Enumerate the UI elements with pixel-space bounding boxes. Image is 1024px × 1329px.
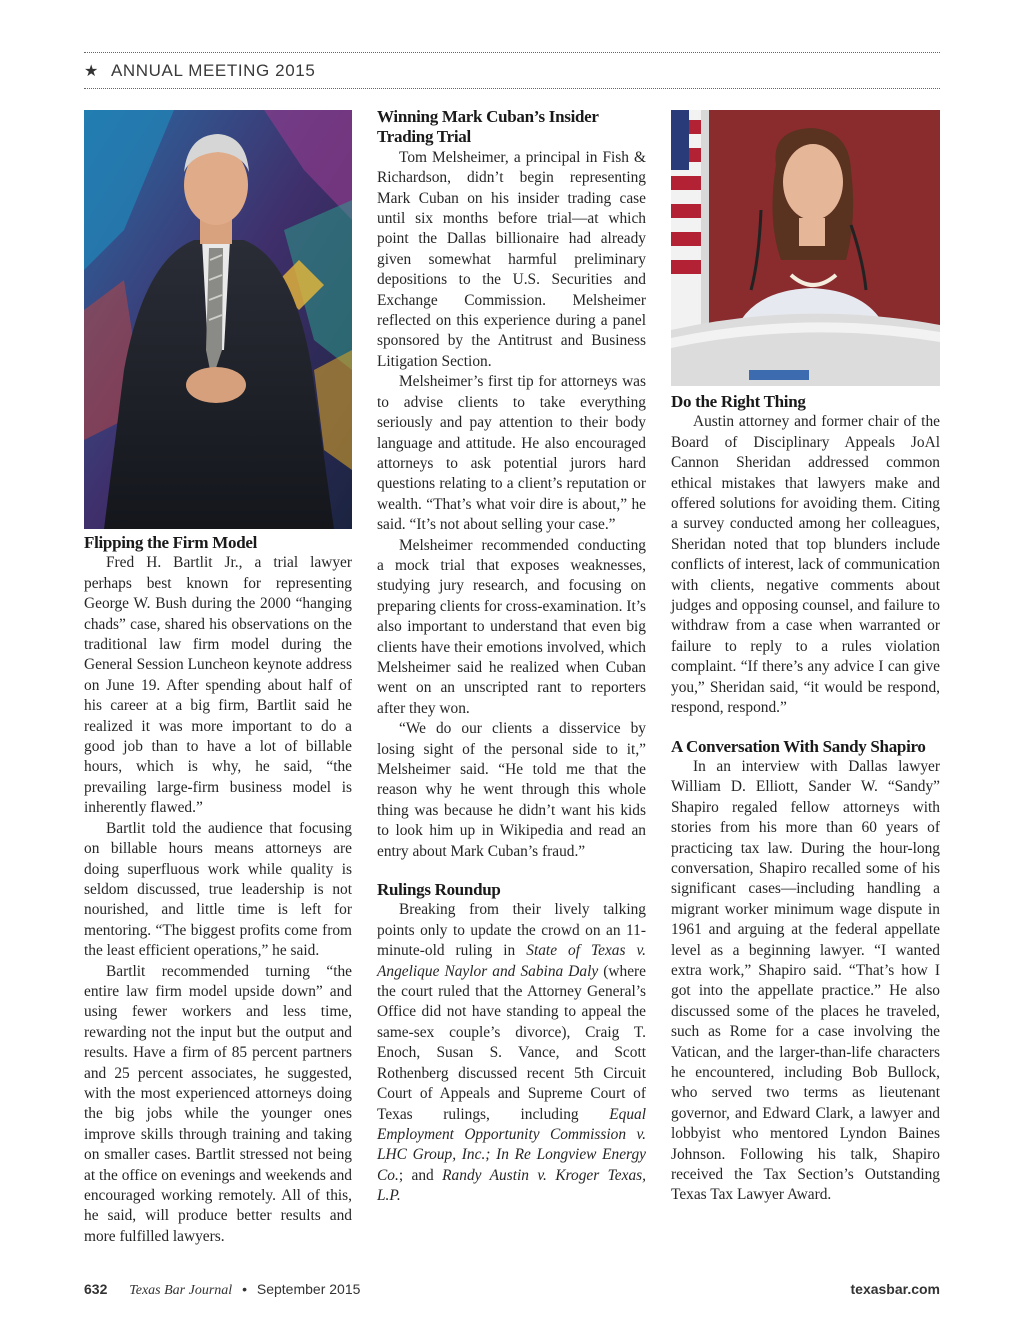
paragraph: Melsheimer’s first tip for attorneys was to advise clients to take everything seriously and pay attention to their body language and attitude. He also encouraged attorneys to ask potential jurors hard questions relating to a client’s reputation or wealth. “That’s what voir dire is about,” he said. “It’s not about selling your case.” (377, 373, 646, 534)
heading-do-the-right-thing: Do the Right Thing (671, 392, 806, 411)
paragraph: Bartlit recommended turning “the entire law firm model upside down” and using fewer workers and less time, rewarding not the input but the output and results. Have a firm of 85 percent partners and 25 percent associates, he suggested, with the most experienced attorneys doing the big jobs while the younger ones improve skills through training and taking on smaller cases. Bartlit stressed not being at the office on evenings and weekends and encouraged working remotely. All of this, he said, will produce better results and more fulfilled lawyers. (84, 962, 352, 1245)
section-gap (377, 862, 646, 880)
footer-left (84, 1281, 360, 1299)
speaker-photo-illustration (84, 110, 352, 529)
heading-mark-cuban-trial: Winning Mark Cuban’s Insider Trading Trial (377, 107, 599, 147)
case-name: State of Texas v. Angelique Naylor and Sabina Daly (377, 942, 646, 980)
column-1 (84, 533, 352, 1247)
photo-sheridan (671, 110, 940, 386)
journal-name: Texas Bar Journal (129, 1283, 233, 1298)
star-icon: ★ (84, 63, 99, 80)
section-header (84, 59, 315, 83)
case-name: Equal Employment Opportunity Commission v. LHC Group, Inc.; In Re Longview Energy Co. (377, 1105, 646, 1184)
case-name: Randy Austin v. Kroger Texas, L.P. (377, 1166, 646, 1205)
paragraph: Fred H. Bartlit Jr., a trial lawyer perhaps best known for representing George W. Bush during the 2000 “hanging chads” case, shared his observations on the traditional law firm model during the General Session Luncheon keynote address on June 19. After spending about half of his career at a big firm, Bartlit said he realized it was more important to do a good job than to have a lot of billable hours, which is why, he said, “the prevailing large-firm business model is inherently flawed.” (84, 554, 352, 817)
issue-date: September 2015 (256, 1281, 361, 1297)
bullet-separator: • (242, 1281, 247, 1297)
paragraph: Austin attorney and former chair of the Board of Disciplinary Appeals JoAl Cannon Sheridan addressed common ethical mistakes that lawyers make and offered solutions for avoiding them. Citing a survey conducted among her colleagues, Sheridan noted that top blunders include conflicts of interest, lack of communication with clients, negative comments about judges and opposing counsel, and failure to withdraw from a case when warranted or failure to reply to a rules violation complaint. “If there’s any advice I can give you,” Sheridan said, “it would be respond, respond, respond.” (671, 413, 940, 717)
column-3 (671, 392, 940, 1206)
paragraph: Melsheimer recommended conducting a mock trial that exposes weaknesses, studying jury research, and focusing on preparing clients for cross-examination. It’s also important to understand that even big clients have their emotions involved, which Melsheimer said he realized when Cuban went on an unscripted rant to reporters after they won. (377, 536, 646, 717)
paragraph: In an interview with Dallas lawyer William D. Elliott, Sander W. “Sandy” Shapiro regaled fellow attorneys with stories from his more than 60 years of practicing tax law. During the hour-long conversation, Shapiro recalled some of his significant cases—including handling a migrant worker minimum wage dispute in 1961 and arguing at the federal appellate level as a beginning lawyer. “I wanted extra work,” Shapiro said. “That’s how I got into the appellate practice.” He also discussed some of the places he traveled, such as Rome for a case involving the Vatican, and the larger-than-life characters he encountered, including Bob Bullock, who served two terms as lieutenant governor, and Edward Clark, a lawyer and lobbyist who mentored Lyndon Baines Johnson. Following his talk, Shapiro received the Tax Section’s Outstanding Texas Tax Lawyer Award. (671, 757, 940, 1204)
paragraph: Tom Melsheimer, a principal in Fish & Richardson, didn’t begin representing Mark Cuban on his insider trading case until six months before trial—at which point the Dallas billionaire had already given somewhat harmful preliminary depositions to the U.S. Securities and Exchange Commission. Melsheimer reflected on this experience during a panel sponsored by the Antitrust and Business Litigation Section. (377, 148, 646, 370)
text-run: (where the court ruled that the Attorney General’s Office did not have standing to appeal the same-sex couple’s divorce), Craig T. Enoch, Susan S. Vance, and Scott Rothenberg discussed recent 5th Circuit Court of Appeals and Supreme Court of Texas rulings, including (377, 962, 646, 1123)
section-gap (671, 719, 940, 737)
photo-bartlit (84, 110, 352, 529)
heading-flipping-firm-model: Flipping the Firm Model (84, 533, 258, 552)
header-top-rule (84, 52, 940, 53)
paragraph: Bartlit told the audience that focusing on billable hours means attorneys are doing superfluous work while quality is seldom discussed, true leadership is not nourished, and little time is left for mentoring. “The biggest profits come from the least efficient operations,” he said. (84, 819, 352, 960)
text-run: ; and (398, 1166, 443, 1184)
website-link[interactable]: texasbar.com (850, 1281, 940, 1297)
paragraph: “We do our clients a disservice by losing sight of the personal side to it,” Melsheimer said. “He told me that the reason why he went through this whole thing was because he didn’t want his kids to look him up in Wikipedia and read an entry about Mark Cuban’s fraud.” (377, 720, 646, 860)
column-2 (377, 107, 646, 1207)
heading-rulings-roundup: Rulings Roundup (377, 880, 501, 900)
heading-sandy-shapiro: A Conversation With Sandy Shapiro (671, 736, 926, 756)
header-bottom-rule (84, 88, 940, 89)
paragraph (377, 900, 646, 1206)
section-label: ANNUAL MEETING 2015 (110, 61, 316, 80)
text-run: Breaking from their lively talking points only to update the crowd on an 11-minute-old ruling in (377, 901, 646, 960)
podium-photo-illustration (671, 110, 940, 386)
page-number: 632 (84, 1281, 108, 1297)
